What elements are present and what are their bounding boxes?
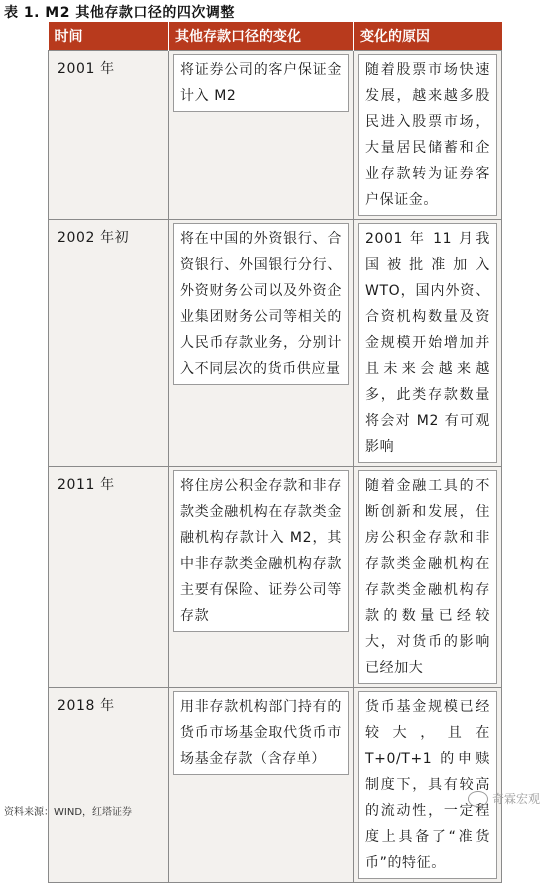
time-cell: 2018 年 — [49, 688, 169, 883]
reason-cell: 货币基金规模已经较大，且在 T+0/T+1 的申赎制度下，具有较高的流动性，一定程度上具备了“准货币”的特征。 — [354, 688, 502, 883]
watermark-text: 奇霖宏观 — [491, 792, 540, 806]
time-cell: 2001 年 — [49, 51, 169, 220]
time-cell: 2002 年初 — [49, 220, 169, 467]
table-header-row — [49, 22, 502, 51]
change-cell: 用非存款机构部门持有的货币市场基金取代货币市场基金存款（含存单） — [169, 688, 354, 883]
change-cell: 将住房公积金存款和非存款类金融机构在存款类金融机构存款计入 M2，其中非存款类金融机构存款主要有保险、证券公司等存款 — [169, 467, 354, 688]
reason-cell: 随着股票市场快速发展，越来越多股民进入股票市场，大量居民储蓄和企业存款转为证券客户保证金。 — [354, 51, 502, 220]
time-cell: 2011 年 — [49, 467, 169, 688]
source-note: 资料来源：WIND，红塔证券 — [4, 807, 133, 818]
table-title: 表 1. M2 其他存款口径的四次调整 — [4, 5, 235, 21]
table-row — [49, 688, 502, 883]
reason-cell: 2001 年 11 月我国被批准加入 WTO，国内外资、合资机构数量及资金规模开始增加并且未来会越来越多，此类存款数量将会对 M2 有可观影响 — [354, 220, 502, 467]
watermark — [468, 790, 540, 807]
change-cell: 将在中国的外资银行、合资银行、外国银行分行、外资财务公司以及外资企业集团财务公司等相关的人民币存款业务，分别计入不同层次的货币供应量 — [169, 220, 354, 467]
m2-table — [48, 22, 501, 883]
table-row — [49, 220, 502, 467]
header-change: 其他存款口径的变化 — [169, 22, 354, 51]
header-time: 时间 — [49, 22, 169, 51]
reason-cell: 随着金融工具的不断创新和发展，住房公积金存款和非存款类金融机构在存款类金融机构存款的数量已经较大，对货币的影响已经加大 — [354, 467, 502, 688]
change-cell: 将证券公司的客户保证金计入 M2 — [169, 51, 354, 220]
table-row — [49, 467, 502, 688]
header-reason: 变化的原因 — [354, 22, 502, 51]
wechat-icon — [468, 791, 488, 807]
table-row — [49, 51, 502, 220]
